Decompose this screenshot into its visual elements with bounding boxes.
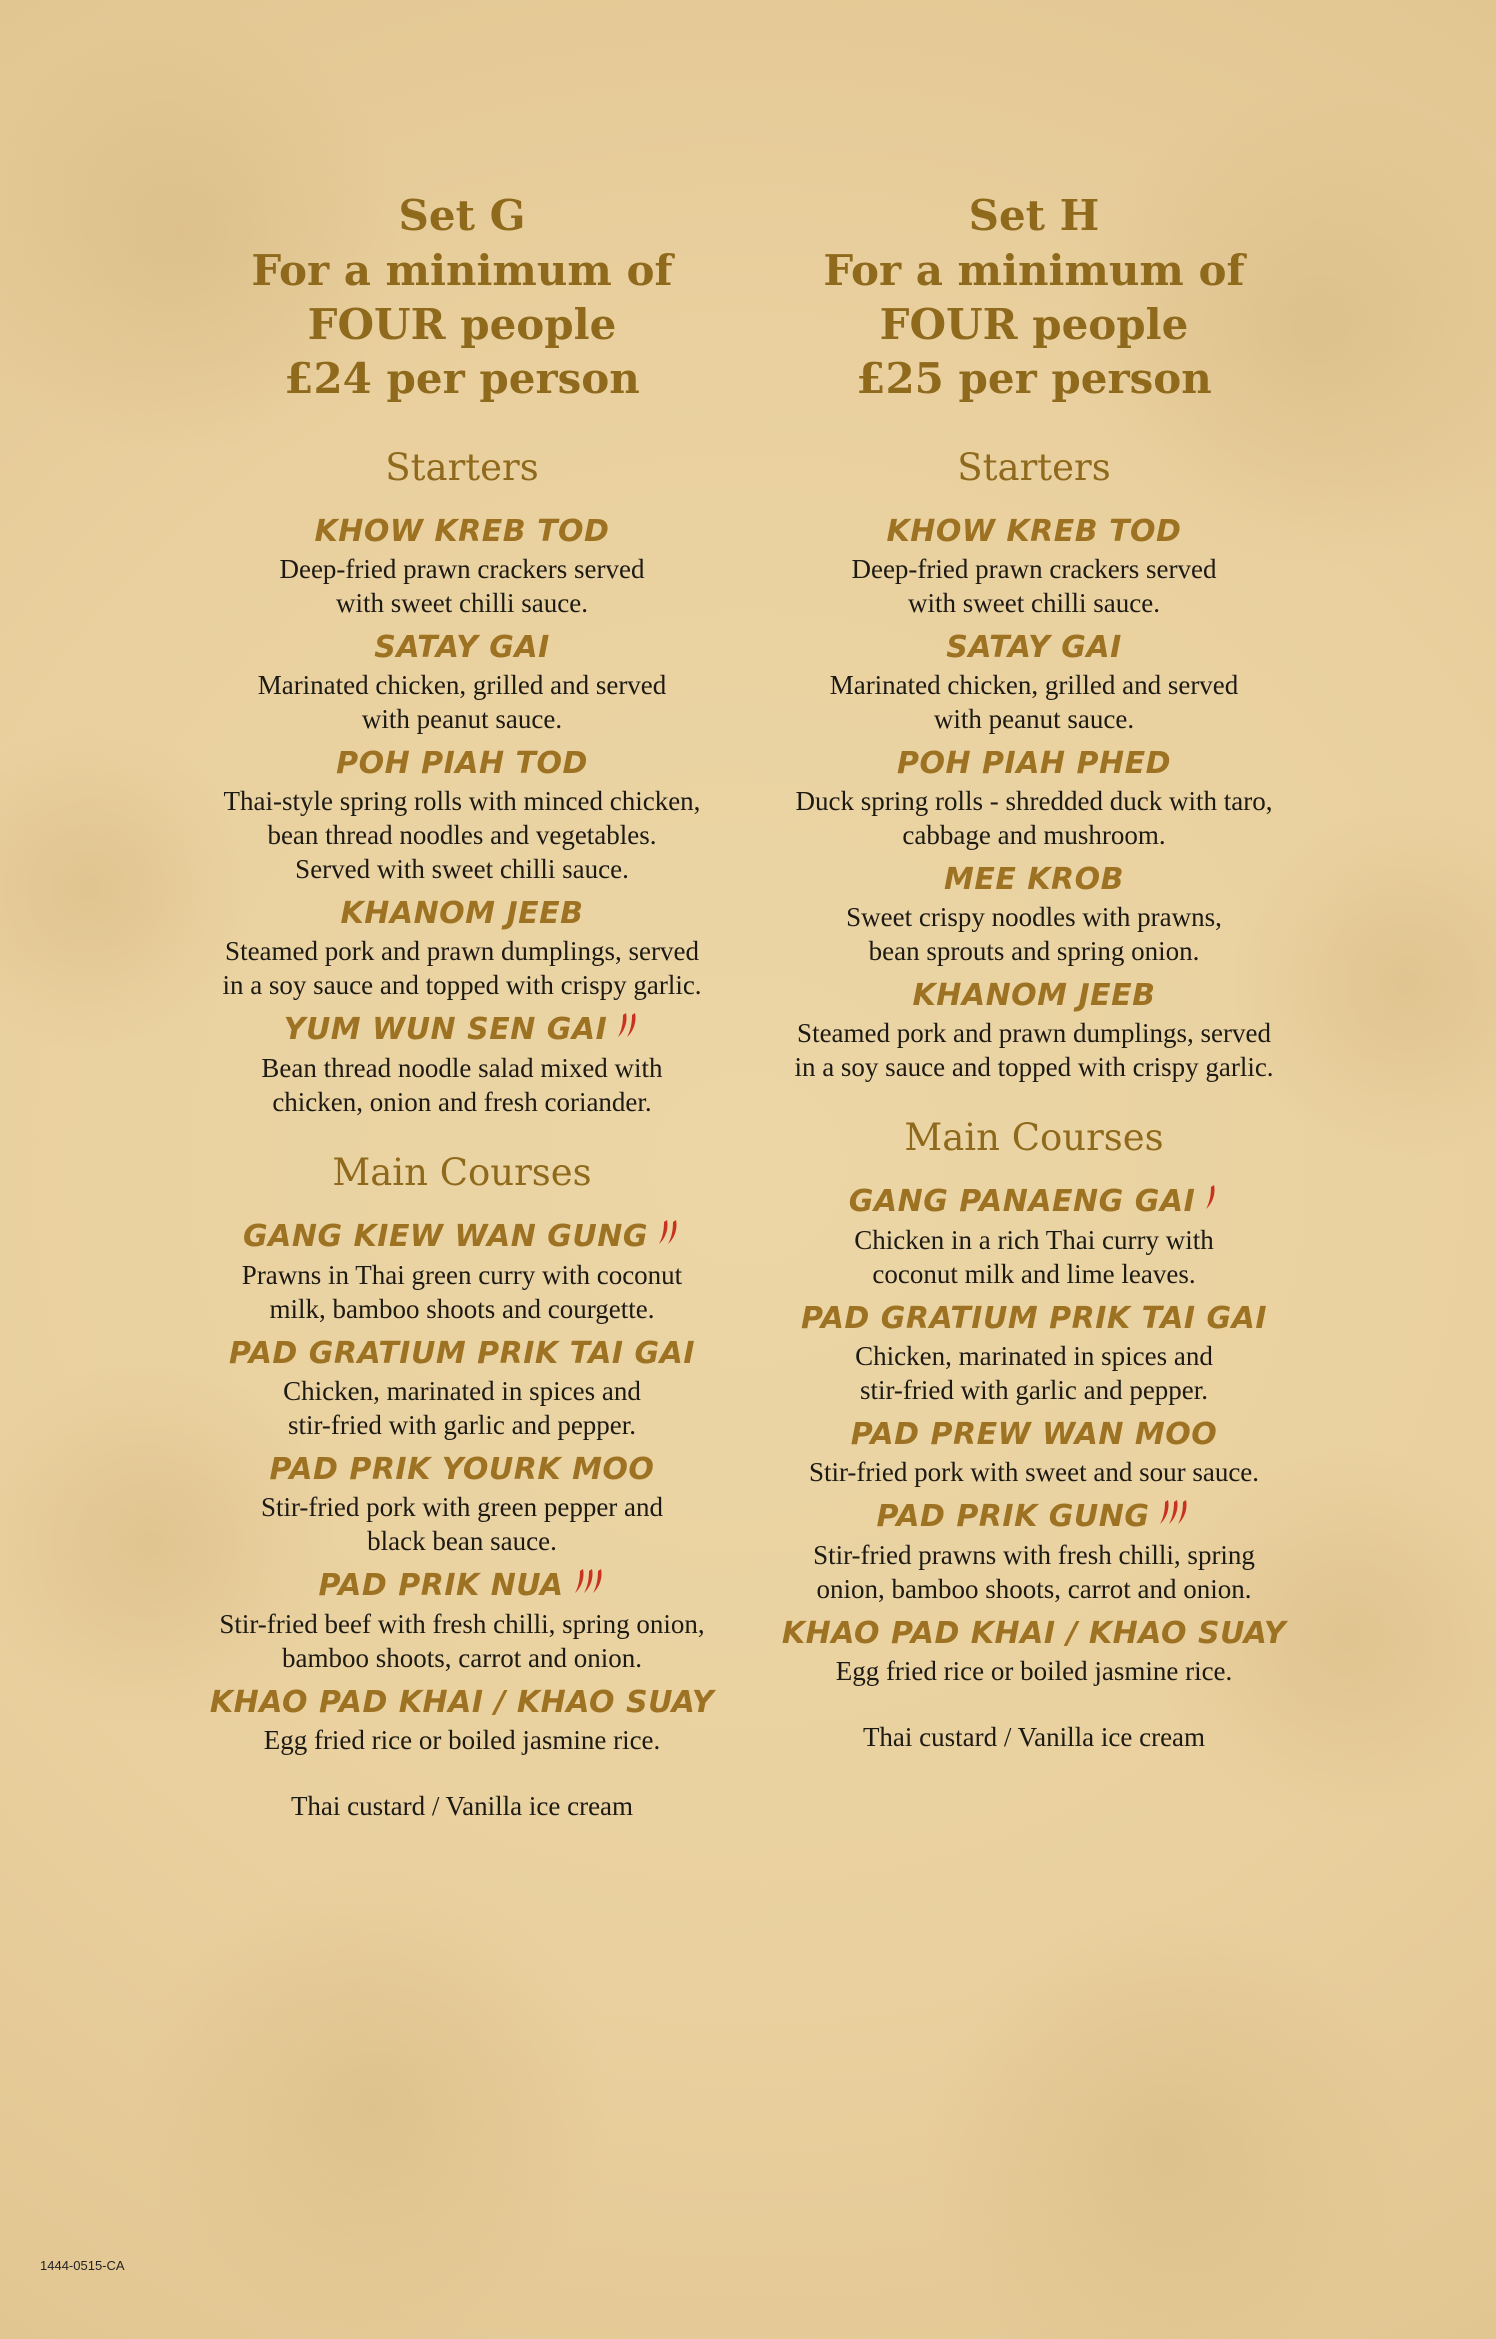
menu-item-description: cabbage and mushroom. (902, 820, 1166, 850)
menu-item (172, 1683, 752, 1757)
menu-item (172, 1010, 752, 1119)
menu-item-description: Egg fried rice or boiled jasmine rice. (263, 1725, 661, 1755)
menu-item-description: Duck spring rolls - shredded duck with taro, (795, 786, 1273, 816)
menu-item-name: KHANOM JEEB (340, 896, 584, 931)
menu-item-name: SATAY GAI (374, 630, 550, 665)
menu-item-name-row (172, 628, 752, 668)
menu-item-name: MEE KROB (943, 862, 1124, 897)
menu-item-name-row (172, 1334, 752, 1374)
menu-item-name-row (744, 744, 1324, 784)
set-title: Set H (968, 191, 1100, 240)
set-g-column (172, 188, 752, 1823)
menu-item (172, 894, 752, 1002)
menu-item-description: Sweet crispy noodles with prawns, (846, 902, 1222, 932)
menu-item (744, 628, 1324, 736)
menu-item-description: Thai-style spring rolls with minced chicken, (223, 786, 701, 816)
menu-item-name-row (744, 1415, 1324, 1455)
menu-item-name-row (172, 1683, 752, 1723)
menu-item-description: coconut milk and lime leaves. (872, 1259, 1196, 1289)
menu-item-name-row (172, 1010, 752, 1051)
minimum-line-2: FOUR people (307, 300, 617, 349)
menu-item-name-row (744, 860, 1324, 900)
chilli-icon (1157, 1497, 1191, 1538)
starters-heading: Starters (957, 446, 1111, 489)
set-title: Set G (398, 191, 526, 240)
menu-item-description: with peanut sauce. (933, 704, 1135, 734)
menu-item (744, 860, 1324, 968)
starters-list (744, 512, 1324, 1084)
menu-item-description: Egg fried rice or boiled jasmine rice. (835, 1656, 1233, 1686)
menu-item (172, 1334, 752, 1442)
menu-item (744, 1415, 1324, 1489)
menu-item (744, 744, 1324, 852)
menu-item-description: Marinated chicken, grilled and served (829, 670, 1239, 700)
menu-item-name-row (744, 1299, 1324, 1339)
menu-item-description: stir-fried with garlic and pepper. (859, 1375, 1209, 1405)
chilli-icon (656, 1217, 681, 1258)
menu-item-description: Deep-fried prawn crackers served (279, 554, 645, 584)
menu-item-description: with peanut sauce. (361, 704, 563, 734)
menu-item-description: Stir-fried beef with fresh chilli, spring onion, (219, 1609, 705, 1639)
menu-item-name-row (172, 1217, 752, 1258)
footer-code: 1444-0515-CA (40, 2258, 125, 2273)
minimum-line-1: For a minimum of (251, 246, 673, 295)
menu-item-name: PAD PRIK NUA (318, 1568, 564, 1603)
main-courses-heading: Main Courses (332, 1151, 592, 1194)
menu-item-description: milk, bamboo shoots and courgette. (269, 1294, 655, 1324)
main-courses-list (744, 1182, 1324, 1688)
menu-item-name-row (744, 628, 1324, 668)
chilli-icon (572, 1566, 606, 1607)
menu-item-name: POH PIAH TOD (336, 746, 588, 781)
chilli-icon (615, 1010, 640, 1051)
price-line: £24 per person (284, 354, 640, 403)
menu-item-description: Served with sweet chilli sauce. (295, 854, 629, 884)
menu-item-description: Prawns in Thai green curry with coconut (241, 1260, 683, 1290)
menu-item-description: onion, bamboo shoots, carrot and onion. (816, 1574, 1252, 1604)
menu-item-description: Deep-fried prawn crackers served (851, 554, 1217, 584)
set-h-column (744, 188, 1324, 1754)
menu-item-description: with sweet chilli sauce. (336, 588, 588, 618)
menu-item-name-row (744, 1497, 1324, 1538)
menu-item-description: bean thread noodles and vegetables. (267, 820, 657, 850)
price-line: £25 per person (856, 354, 1212, 403)
menu-item-name: PAD GRATIUM PRIK TAI GAI (228, 1336, 696, 1371)
menu-item (172, 628, 752, 736)
menu-item-description: Steamed pork and prawn dumplings, served (225, 936, 699, 966)
menu-item-name: GANG PANAENG GAI (848, 1184, 1196, 1219)
minimum-line-1: For a minimum of (823, 246, 1245, 295)
menu-item (172, 1566, 752, 1675)
dessert-line: Thai custard / Vanilla ice cream (862, 1722, 1206, 1752)
menu-item-name: PAD GRATIUM PRIK TAI GAI (800, 1301, 1268, 1336)
menu-item (744, 1182, 1324, 1291)
menu-item-description: Chicken, marinated in spices and (283, 1376, 641, 1406)
menu-item (744, 1299, 1324, 1407)
menu-item-name: PAD PRIK YOURK MOO (269, 1452, 655, 1487)
starters-heading: Starters (385, 446, 539, 489)
menu-item-name: GANG KIEW WAN GUNG (243, 1219, 648, 1254)
menu-item-description: Steamed pork and prawn dumplings, served (797, 1018, 1271, 1048)
menu-item-description: with sweet chilli sauce. (908, 588, 1160, 618)
menu-item-description: in a soy sauce and topped with crispy garlic. (794, 1052, 1274, 1082)
menu-item-description: bamboo shoots, carrot and onion. (282, 1643, 642, 1673)
menu-item-description: Stir-fried pork with green pepper and (260, 1492, 664, 1522)
menu-item-name: KHAO PAD KHAI / KHAO SUAY (781, 1616, 1287, 1651)
menu-item-description: bean sprouts and spring onion. (868, 936, 1200, 966)
chilli-icon (1203, 1182, 1219, 1223)
menu-item-name-row (172, 1566, 752, 1607)
menu-item-name: KHOW KREB TOD (314, 514, 610, 549)
menu-item (172, 512, 752, 620)
menu-item-name: KHANOM JEEB (912, 978, 1156, 1013)
menu-item-description: Chicken, marinated in spices and (855, 1341, 1213, 1371)
menu-item-name-row (172, 744, 752, 784)
menu-item (172, 744, 752, 886)
menu-item (172, 1450, 752, 1558)
menu-item-name-row (744, 976, 1324, 1016)
menu-item-description: stir-fried with garlic and pepper. (287, 1410, 637, 1440)
menu-item (744, 1497, 1324, 1606)
menu-item-name: SATAY GAI (946, 630, 1122, 665)
menu-item (744, 1614, 1324, 1688)
menu-item-description: black bean sauce. (367, 1526, 557, 1556)
menu-item-name-row (172, 894, 752, 934)
main-courses-list (172, 1217, 752, 1757)
menu-item-description: Stir-fried prawns with fresh chilli, spring (813, 1540, 1255, 1570)
menu-item-name: POH PIAH PHED (897, 746, 1171, 781)
main-courses-heading: Main Courses (904, 1116, 1164, 1159)
menu-item-name: PAD PRIK GUNG (876, 1499, 1150, 1534)
menu-item (172, 1217, 752, 1326)
menu-item-description: chicken, onion and fresh coriander. (272, 1087, 652, 1117)
menu-item (744, 512, 1324, 620)
menu-item-name-row (744, 1614, 1324, 1654)
menu-item-description: Stir-fried pork with sweet and sour sauce. (808, 1457, 1260, 1487)
menu-item-description: Marinated chicken, grilled and served (257, 670, 667, 700)
menu-item-name-row (744, 1182, 1324, 1223)
menu-item-description: Bean thread noodle salad mixed with (261, 1053, 663, 1083)
menu-item-description: Chicken in a rich Thai curry with (854, 1225, 1214, 1255)
menu-item (744, 976, 1324, 1084)
menu-item-name-row (744, 512, 1324, 552)
menu-item-name-row (172, 1450, 752, 1490)
dessert-line: Thai custard / Vanilla ice cream (290, 1791, 634, 1821)
menu-item-description: in a soy sauce and topped with crispy garlic. (222, 970, 702, 1000)
minimum-line-2: FOUR people (879, 300, 1189, 349)
menu-item-name: KHOW KREB TOD (886, 514, 1182, 549)
menu-item-name: KHAO PAD KHAI / KHAO SUAY (209, 1685, 715, 1720)
menu-item-name: YUM WUN SEN GAI (283, 1012, 608, 1047)
menu-item-name-row (172, 512, 752, 552)
starters-list (172, 512, 752, 1119)
menu-item-name: PAD PREW WAN MOO (850, 1417, 1218, 1452)
